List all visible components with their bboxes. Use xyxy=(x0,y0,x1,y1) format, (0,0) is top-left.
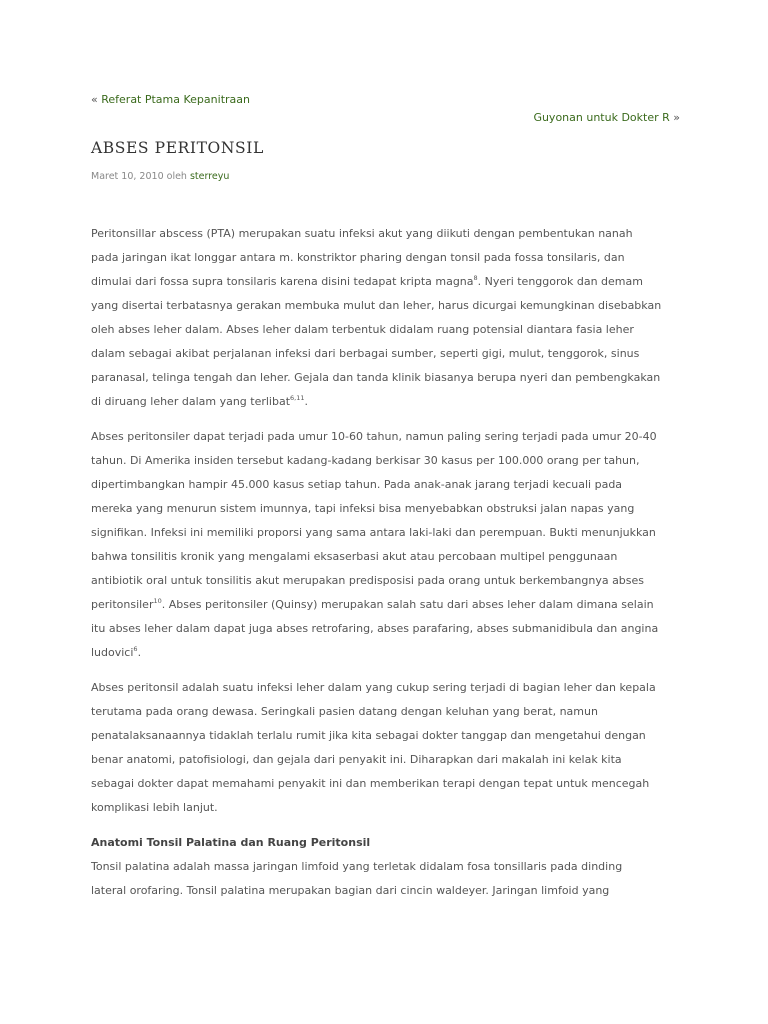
citation-sup: 10 xyxy=(153,597,162,605)
text-span: . Abses peritonsiler (Quinsy) merupakan salah satu dari abses leher dalam dimana selain xyxy=(161,598,654,611)
text-line: mereka yang menurun sistem imunnya, tapi infeksi bisa menyebabkan obstruksi jalan napas yang xyxy=(91,502,635,515)
post-content xyxy=(91,222,691,903)
text-line xyxy=(91,593,691,617)
text-line: tahun. Di Amerika insiden tersebut kadang-kadang berkisar 30 kasus per 100.000 orang per tahun, xyxy=(91,454,640,467)
post-date: Maret 10, 2010 xyxy=(91,171,164,182)
citation-sup: 6,11 xyxy=(290,394,305,402)
text-line: signifikan. Infeksi ini memiliki proporsi yang sama antara laki-laki dan perempuan. Bukti menunjukkan xyxy=(91,526,656,539)
post-by: oleh xyxy=(163,171,190,182)
paragraph-2 xyxy=(91,425,691,665)
post-meta xyxy=(91,171,229,182)
text-line: terutama pada orang dewasa. Seringkali pasien datang dengan keluhan yang berat, namun xyxy=(91,705,598,718)
text-line: penatalaksanaannya tidaklah terlalu rumit jika kita sebagai dokter tanggap dan mengetahui dengan xyxy=(91,729,646,742)
text-span: dimulai dari fossa supra tonsilaris karena disini tedapat kripta magna xyxy=(91,275,474,288)
prev-post-link[interactable]: Referat Ptama Kepanitraan xyxy=(101,93,250,106)
citation-sup: 6 xyxy=(133,645,138,653)
post-title: ABSES PERITONSIL xyxy=(91,139,264,157)
paragraph-3 xyxy=(91,676,691,820)
text-line: sebagai dokter dapat memahami penyakit ini dan memberikan terapi dengan tepat untuk mencegah xyxy=(91,777,650,790)
text-line xyxy=(91,390,691,414)
text-span: di diruang leher dalam yang terlibat xyxy=(91,395,291,408)
text-line: dipertimbangkan hampir 45.000 kasus setiap tahun. Pada anak-anak jarang terjadi kecuali pada xyxy=(91,478,623,491)
text-line: bahwa tonsilitis kronik yang mengalami eksaserbasi akut atau percobaan multipel penggunaan xyxy=(91,550,618,563)
text-line: komplikasi lebih lanjut. xyxy=(91,801,218,814)
text-line: lateral orofaring. Tonsil palatina merupakan bagian dari cincin waldeyer. Jaringan limfoid yang xyxy=(91,884,610,897)
text-line xyxy=(91,270,691,294)
text-span: peritonsiler xyxy=(91,598,154,611)
text-line: Abses peritonsil adalah suatu infeksi leher dalam yang cukup sering terjadi di bagian leher dan kepala xyxy=(91,681,656,694)
next-post-nav xyxy=(533,111,680,124)
text-line xyxy=(91,641,691,665)
prev-post-nav xyxy=(91,93,250,106)
text-span: . Nyeri tenggorok dan demam xyxy=(477,275,643,288)
text-line: yang disertai terbatasnya gerakan membuka mulut dan leher, harus dicurgai kemungkinan disebabkan xyxy=(91,299,662,312)
text-line: paranasal, telinga tengah dan leher. Gejala dan tanda klinik biasanya berupa nyeri dan pembengkakan xyxy=(91,371,661,384)
author-link[interactable]: sterreyu xyxy=(189,171,230,182)
text-line: pada jaringan ikat longgar antara m. konstriktor pharing dengan tonsil pada fossa tonsilaris, dan xyxy=(91,251,625,264)
text-line: benar anatomi, patofisiologi, dan gejala dari penyakit ini. Diharapkan dari makalah ini kelak kita xyxy=(91,753,622,766)
prev-arrow: « xyxy=(91,93,102,106)
text-span: . xyxy=(304,395,309,408)
citation-sup: 8 xyxy=(473,274,478,282)
section-heading: Anatomi Tonsil Palatina dan Ruang Peritonsil xyxy=(91,836,371,849)
text-line: Abses peritonsiler dapat terjadi pada umur 10-60 tahun, namun paling sering terjadi pada umur 20-40 xyxy=(91,430,657,443)
text-line: dalam sebagai akibat perjalanan infeksi dari berbagai sumber, seperti gigi, mulut, tenggorok, sinus xyxy=(91,347,640,360)
text-line: Tonsil palatina adalah massa jaringan limfoid yang terletak didalam fosa tonsillaris pada dinding xyxy=(91,860,623,873)
next-arrow: » xyxy=(669,111,680,124)
next-post-link[interactable]: Guyonan untuk Dokter R xyxy=(533,111,670,124)
text-span: . xyxy=(137,646,142,659)
text-span: ludovici xyxy=(91,646,134,659)
text-line: antibiotik oral untuk tonsilitis akut merupakan predisposisi pada orang untuk berkembangnya abses xyxy=(91,574,645,587)
paragraph-1 xyxy=(91,222,691,414)
text-line: itu abses leher dalam dapat juga abses retrofaring, abses parafaring, abses submanidibula dan angina xyxy=(91,622,659,635)
text-line: oleh abses leher dalam. Abses leher dalam terbentuk didalam ruang potensial diantara fasia leher xyxy=(91,323,634,336)
paragraph-4 xyxy=(91,855,691,903)
text-line: Peritonsillar abscess (PTA) merupakan suatu infeksi akut yang diikuti dengan pembentukan nanah xyxy=(91,227,633,240)
